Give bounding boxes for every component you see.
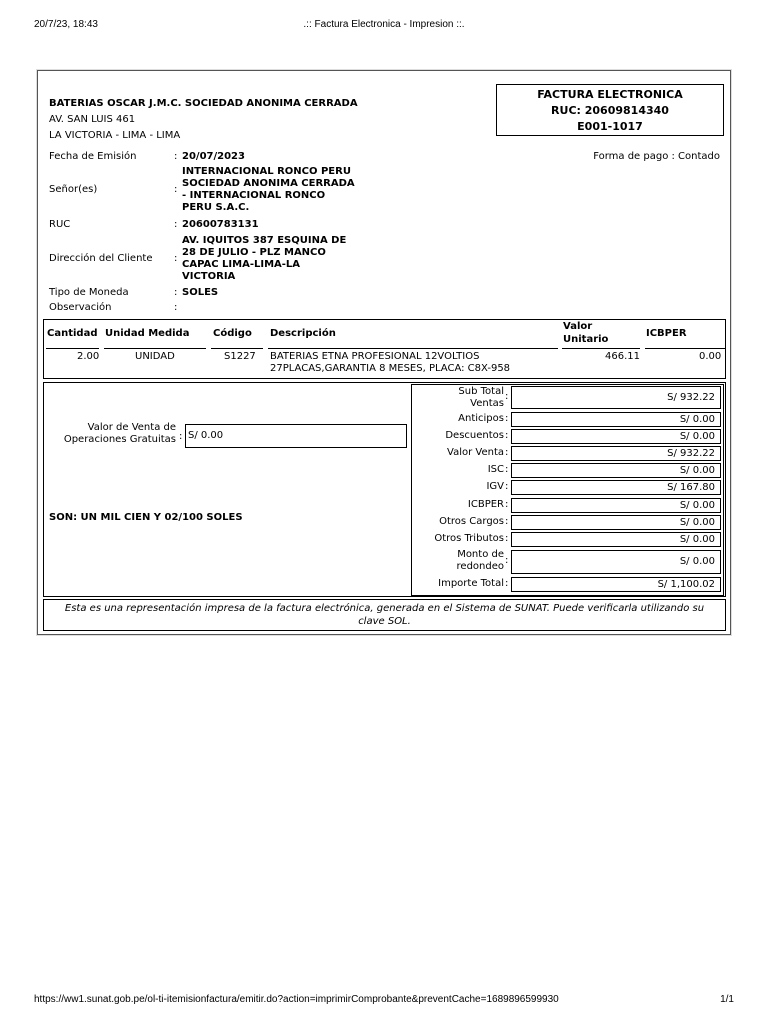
anticipos-colon: :: [505, 413, 509, 424]
moneda-value: SOLES: [182, 287, 219, 298]
descuentos-value: S/ 0.00: [511, 429, 721, 444]
senor-value: [182, 166, 355, 214]
igv-colon: :: [505, 481, 509, 492]
fecha-value: 20/07/2023: [182, 151, 245, 162]
cell-descripcion-1: BATERIAS ETNA PROFESIONAL 12VOLTIOS: [270, 351, 480, 362]
cell-valor-unitario: 466.11: [605, 351, 640, 362]
subtotal-label-line: Ventas: [470, 398, 504, 409]
isc-colon: :: [505, 464, 509, 475]
ruc-value: 20600783131: [182, 219, 259, 230]
isc-value: S/ 0.00: [511, 463, 721, 478]
ruc-label: RUC: [49, 219, 71, 230]
valor-venta-colon: :: [505, 447, 509, 458]
fecha-label: Fecha de Emisión: [49, 151, 137, 162]
senor-label: Señor(es): [49, 184, 98, 195]
direccion-line: 28 DE JULIO - PLZ MANCO: [182, 247, 326, 258]
subtotal-value: S/ 932.22: [511, 386, 721, 409]
observacion-label: Observación: [49, 302, 112, 313]
icbper-label: ICBPER: [467, 499, 504, 510]
moneda-label: Tipo de Moneda: [49, 287, 129, 298]
senor-line: INTERNACIONAL RONCO PERU: [182, 166, 351, 177]
icbper-colon: :: [505, 499, 509, 510]
document-number: E001-1017: [577, 120, 643, 133]
ruc-colon: :: [174, 219, 178, 230]
senor-line: - INTERNACIONAL RONCO: [182, 190, 326, 201]
valor-venta-value: S/ 932.22: [511, 446, 721, 461]
direccion-label: Dirección del Cliente: [49, 253, 153, 264]
sunat-notice: [43, 599, 726, 631]
col-codigo: Código: [213, 328, 252, 339]
importe-total-value: S/ 1,100.02: [511, 577, 721, 592]
cell-cantidad: 2.00: [77, 351, 100, 362]
monto-redondeo-label: [414, 549, 504, 573]
moneda-colon: :: [174, 287, 178, 298]
issuer-block: [49, 96, 358, 144]
col-unidad: Unidad Medida: [105, 328, 190, 339]
print-datetime: 20/7/23, 18:43: [34, 19, 98, 30]
isc-label: ISC: [487, 464, 504, 475]
gratuitas-colon: :: [179, 431, 183, 442]
items-table: [43, 319, 726, 379]
igv-value: S/ 167.80: [511, 480, 721, 495]
issuer-ruc: RUC: 20609814340: [551, 104, 669, 117]
otros-tributos-label: Otros Tributos: [434, 533, 504, 544]
importe-total-colon: :: [505, 578, 509, 589]
col-icbper: ICBPER: [646, 328, 687, 339]
icbper-value: S/ 0.00: [511, 498, 721, 513]
subtotal-label-line: Sub Total: [458, 386, 504, 397]
amount-in-words: SON: UN MIL CIEN Y 02/100 SOLES: [49, 512, 243, 523]
forma-pago: Forma de pago : Contado: [593, 151, 720, 162]
senor-line: PERU S.A.C.: [182, 202, 250, 213]
subtotal-label: [414, 386, 504, 410]
subtotal-colon: :: [505, 391, 509, 402]
fecha-colon: :: [174, 151, 178, 162]
monto-redondeo-colon: :: [505, 555, 509, 566]
descuentos-colon: :: [505, 430, 509, 441]
gratuitas-label-line: Operaciones Gratuitas: [63, 434, 176, 445]
gratuitas-label-line: Valor de Venta de: [87, 422, 176, 433]
print-url: https://ww1.sunat.gob.pe/ol-ti-itemisionfactura/emitir.do?action=imprimirComprobante&preventCache=1689896599930: [34, 994, 559, 1005]
sunat-notice-line: Esta es una representación impresa de la factura electrónica, generada en el Sistema de SUNAT. Puede verificarla utilizando su: [64, 603, 705, 614]
valor-venta-label: Valor Venta: [447, 447, 504, 458]
anticipos-value: S/ 0.00: [511, 412, 721, 427]
issuer-district: LA VICTORIA - LIMA - LIMA: [49, 130, 181, 141]
anticipos-label: Anticipos: [458, 413, 504, 424]
cell-icbper: 0.00: [699, 351, 722, 362]
monto-redondeo-value: S/ 0.00: [511, 550, 721, 574]
otros-cargos-colon: :: [505, 516, 509, 527]
col-valor-unitario-2: Unitario: [563, 334, 609, 345]
print-title: .:: Factura Electronica - Impresion ::.: [303, 19, 465, 30]
direccion-line: CAPAC LIMA-LIMA-LA: [182, 259, 301, 270]
print-page-number: 1/1: [720, 994, 734, 1005]
direccion-colon: :: [174, 253, 178, 264]
igv-label: IGV: [486, 481, 504, 492]
monto-redondeo-label-line: redondeo: [456, 561, 504, 572]
cell-unidad: UNIDAD: [135, 351, 175, 362]
col-descripcion: Descripción: [270, 328, 336, 339]
observacion-colon: :: [174, 302, 178, 313]
col-cantidad: Cantidad: [47, 328, 98, 339]
invoice-document: [37, 70, 731, 635]
otros-tributos-colon: :: [505, 533, 509, 544]
monto-redondeo-label-line: Monto de: [457, 549, 504, 560]
gratuitas-label: [58, 422, 176, 446]
document-type: FACTURA ELECTRONICA: [537, 88, 683, 101]
issuer-address: AV. SAN LUIS 461: [49, 114, 136, 125]
otros-tributos-value: S/ 0.00: [511, 532, 721, 547]
otros-cargos-value: S/ 0.00: [511, 515, 721, 530]
col-valor-unitario: Valor: [563, 321, 593, 332]
direccion-value: [182, 235, 346, 283]
direccion-line: VICTORIA: [182, 271, 236, 282]
cell-codigo: S1227: [224, 351, 256, 362]
issuer-name: BATERIAS OSCAR J.M.C. SOCIEDAD ANONIMA CERRADA: [49, 98, 358, 109]
cell-descripcion-2: 27PLACAS,GARANTIA 8 MESES, PLACA: C8X-958: [270, 363, 511, 374]
otros-cargos-label: Otros Cargos: [439, 516, 504, 527]
sunat-notice-line: clave SOL.: [358, 616, 411, 627]
senor-colon: :: [174, 184, 178, 195]
importe-total-label: Importe Total: [438, 578, 504, 589]
gratuitas-value: S/ 0.00: [185, 424, 407, 448]
direccion-line: AV. IQUITOS 387 ESQUINA DE: [182, 235, 347, 246]
document-id-box: [496, 84, 724, 136]
descuentos-label: Descuentos: [445, 430, 504, 441]
senor-line: SOCIEDAD ANONIMA CERRADA: [182, 178, 355, 189]
